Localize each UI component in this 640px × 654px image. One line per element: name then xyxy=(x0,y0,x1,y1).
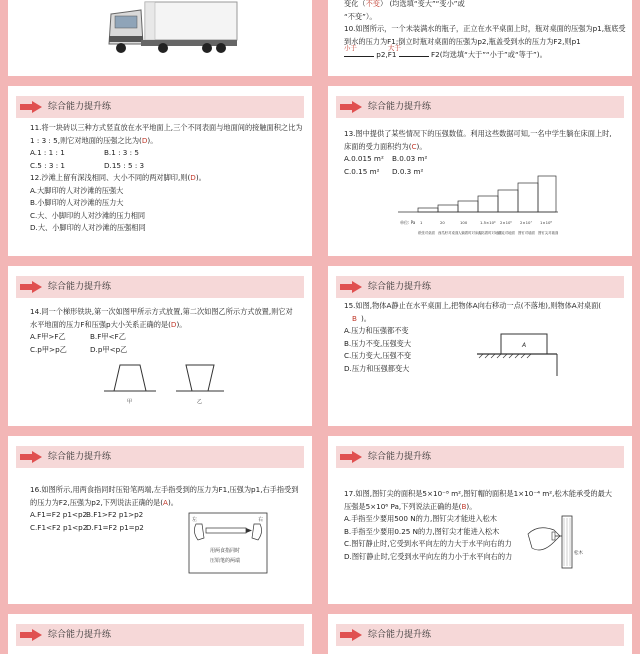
q14-option-c: C.p甲>p乙 xyxy=(30,344,67,354)
arrow-right-icon xyxy=(20,629,42,641)
truck-image xyxy=(103,0,243,60)
q16-line1: 16.如图所示,用两食指同时压铅笔两端,左手指受到的压力为F1,压强为p1,右手指受到 xyxy=(30,485,299,494)
q15-line2-end: )。 xyxy=(360,313,371,323)
q16-option-d: D.F1=F2 p1=p2 xyxy=(86,522,144,532)
q9-text-2: “不变”）。 xyxy=(344,11,377,21)
q17-line2-end: )。 xyxy=(466,501,477,511)
pressure-label: 图钉对墙面 xyxy=(518,231,535,235)
q10-line3b: F2(均选填“大于”“小于”或“等于”)。 xyxy=(431,50,547,59)
q14-line1: 14.同一个梯形铁块,第一次如图甲所示方式放置,第二次如图乙所示方式放置,则它对 xyxy=(30,307,293,316)
section-title: 综合能力提升练 xyxy=(368,630,432,640)
card-q13 xyxy=(328,86,632,256)
card-q16 xyxy=(8,436,312,604)
pressure-value: 1 xyxy=(420,220,423,225)
q16-option-b: B.F1>F2 p1>p2 xyxy=(86,510,144,519)
q9-text-d: “变大”“变小”或 xyxy=(413,0,465,8)
q11-option-a: A.1 : 1 : 1 xyxy=(30,148,65,157)
q13-option-c: C.0.15 m² xyxy=(344,166,380,176)
fig-label-jia: 甲 xyxy=(127,399,133,405)
q11-option-b: B.1 : 3 : 5 xyxy=(104,148,139,157)
card-q17 xyxy=(328,436,632,604)
q17-option-d: D.图钉静止时,它受到水平向左的力小于水平向右的力 xyxy=(344,551,513,561)
q15-option-d: D.压力和压强都变大 xyxy=(344,363,410,373)
arrow-right-icon xyxy=(20,101,42,113)
q14-answer: D xyxy=(170,319,177,329)
pressure-value: 2×10⁷ xyxy=(520,220,532,225)
q10-line3a: p2,F1 xyxy=(376,50,397,59)
q15-line1: 15.如图,物体A静止在水平桌面上,把物体A向右移动一点(不落地),则物体A对桌面( xyxy=(344,301,602,310)
q14-line2-end: )。 xyxy=(176,319,187,329)
pressure-label: 纸张对桌面 xyxy=(418,231,435,235)
q13-line2-end: )。 xyxy=(416,141,427,151)
arrow-right-icon xyxy=(20,281,42,293)
arrow-right-icon xyxy=(340,101,362,113)
fig-caption-1: 用两食指同时 xyxy=(210,548,241,554)
fig-label-yi: 乙 xyxy=(197,399,203,405)
q17-option-c: C.图钉静止时,它受到水平向左的力大于水平向右的力 xyxy=(344,539,512,548)
pressure-value: 2×10⁵ xyxy=(500,220,512,225)
fig-right-label: 右 xyxy=(258,517,264,523)
q9-text: 变化（ xyxy=(344,0,366,8)
q15-option-c: C.压力变大,压强不变 xyxy=(344,351,412,360)
section-title: 综合能力提升练 xyxy=(48,630,112,640)
card-q10 xyxy=(328,0,632,76)
pressure-label: 西瓜籽对桌面 xyxy=(438,231,459,235)
q10-answer-2: 大于 xyxy=(388,44,401,52)
arrow-right-icon xyxy=(340,629,362,641)
fig-caption-2: 压铅笔的两端 xyxy=(210,558,241,564)
section-title: 综合能力提升练 xyxy=(48,452,112,462)
section-title: 综合能力提升练 xyxy=(368,102,432,112)
fig-left-label: 左 xyxy=(192,517,198,523)
q12-option-c: C.大、小脚印的人对沙滩的压力相同 xyxy=(30,210,146,220)
card-bottom-right xyxy=(328,614,632,654)
pressure-value: 1.5×10⁴ xyxy=(480,220,496,225)
section-title: 综合能力提升练 xyxy=(48,282,112,292)
q12-option-b: B.小脚印的人对沙滩的压力大 xyxy=(30,198,124,207)
card-truck xyxy=(8,0,312,76)
q15-answer: B xyxy=(352,313,357,323)
block-label: A xyxy=(522,342,527,349)
section-title: 综合能力提升练 xyxy=(368,282,432,292)
q11-answer: D xyxy=(141,135,148,145)
arrow-right-icon xyxy=(340,451,362,463)
pressure-label: 图钉尖对墙面 xyxy=(538,231,558,235)
q12-answer: D xyxy=(190,173,196,182)
unit-label: 单位: Pa xyxy=(400,220,416,225)
pressure-staircase-figure xyxy=(398,172,558,242)
q10-line1: 10.如图所示，一个未装满水的瓶子，正立在水平桌面上时，瓶对桌面的压强为p1,瓶底受 xyxy=(344,24,626,33)
q16-option-c: C.F1<F2 p1<p2 xyxy=(30,522,88,532)
arrow-right-icon xyxy=(340,281,362,293)
pressure-value: 100 xyxy=(460,220,468,225)
wood-label: 松木 xyxy=(574,551,583,556)
q13-answer: C xyxy=(411,141,417,151)
q14-option-b: B.F甲<F乙 xyxy=(90,332,126,341)
card-q11-q12 xyxy=(8,86,312,256)
section-title: 综合能力提升练 xyxy=(368,452,432,462)
card-bottom-left xyxy=(8,614,312,654)
q17-answer: B xyxy=(461,501,467,511)
q16-line2-end: )。 xyxy=(167,497,178,507)
q14-option-d: D.p甲<p乙 xyxy=(90,344,128,354)
q9-answer: 不变 xyxy=(365,0,380,8)
q12-line1: 12.沙滩上留有深浅相同、大小不同的两对脚印,则( xyxy=(30,173,191,182)
table-block-figure xyxy=(473,328,573,378)
q14-line2: 水平地面的压力F和压强p大小关系正确的是( xyxy=(30,319,171,329)
card-q14 xyxy=(8,266,312,426)
q17-option-b: B.手指至少要用0.25 N的力,图钉尖才能进入松木 xyxy=(344,526,500,536)
trapezoid-figure xyxy=(98,361,248,407)
q9-text-c: (均选填 xyxy=(389,0,414,8)
q16-answer: A xyxy=(163,497,168,507)
pressure-label: 人躺着时对床面 xyxy=(458,231,482,235)
q12-option-d: D.大、小脚印的人对沙滩的压强相同 xyxy=(30,223,146,232)
pressure-label: 坦克对地面 xyxy=(498,231,515,235)
q11-line1: 11.将一块砖以三种方式竖直放在水平地面上,三个不同表面与地面间的接触面积之比为 xyxy=(30,123,303,132)
pencil-fingers-figure xyxy=(188,512,268,574)
section-title: 综合能力提升练 xyxy=(48,102,112,112)
q13-option-d: D.0.3 m² xyxy=(392,166,424,176)
q10-line2: 到水的压力为F1;倒立时瓶对桌面的压强为p2,瓶盖受到水的压力为F2,则p1 xyxy=(344,36,581,46)
pressure-value: 20 xyxy=(440,220,445,225)
q15-option-a: A.压力和压强都不变 xyxy=(344,326,409,335)
q11-option-c: C.5 : 3 : 1 xyxy=(30,160,66,170)
q16-option-a: A.F1=F2 p1<p2 xyxy=(30,510,88,519)
q11-option-d: D.15 : 5 : 3 xyxy=(104,160,145,170)
q17-line1: 17.如图,图钉尖的面积是5×10⁻⁸ m²,图钉帽的面积是1×10⁻⁴ m²,松木能承受的最大 xyxy=(344,489,612,498)
pressure-value: 1×10⁸ xyxy=(540,220,552,225)
q12-line1-end: )。 xyxy=(195,173,206,182)
pressure-label: 人站着时对地面 xyxy=(478,231,502,235)
q13-line2: 床面的受力面积约为( xyxy=(344,141,412,151)
q15-option-b: B.压力不变,压强变大 xyxy=(344,338,412,348)
q9-text-b: ） xyxy=(379,0,388,8)
q11-line2: 1 : 3 : 5,则它对地面的压强之比为( xyxy=(30,135,142,145)
arrow-right-icon xyxy=(20,451,42,463)
q17-option-a: A.手指至少要用500 N的力,图钉尖才能进入松木 xyxy=(344,514,497,523)
thumbtack-wood-figure xyxy=(524,514,584,572)
q14-option-a: A.F甲>F乙 xyxy=(30,332,66,341)
q13-line1: 13.图中提供了某些情况下的压强数值。利用这些数据可知,一名中学生躺在床面上时, xyxy=(344,129,612,138)
q13-option-b: B.0.03 m² xyxy=(392,154,428,163)
q11-line2-end: )。 xyxy=(147,135,158,145)
q10-answer-1: 小于 xyxy=(344,44,357,52)
q12-option-a: A.大脚印的人对沙滩的压强大 xyxy=(30,185,124,195)
q13-option-a: A.0.015 m² xyxy=(344,154,384,163)
q16-line2: 的压力为F2,压强为p2,下列说法正确的是( xyxy=(30,497,164,507)
card-q15 xyxy=(328,266,632,426)
q17-line2: 压强是5×10⁶ Pa,下列说法正确的是( xyxy=(344,501,462,511)
